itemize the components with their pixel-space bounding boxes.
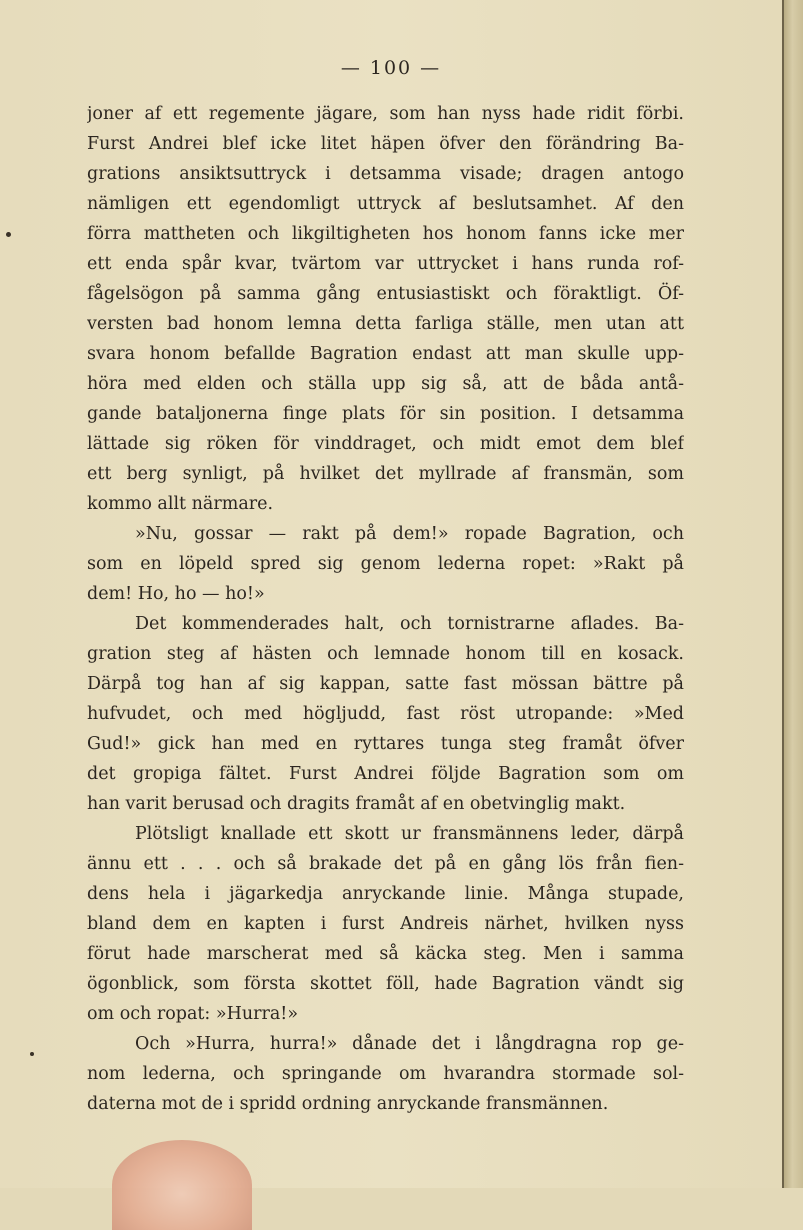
text-line: daterna mot de i spridd ordning anryckande fransmännen.: [87, 1094, 609, 1114]
text-line: gande bataljonerna finge plats för sin position. I detsamma: [87, 404, 684, 424]
text-line: Det kommenderades halt, och tornistrarne aflades. Ba-: [135, 614, 684, 634]
book-binding-edge: [782, 0, 803, 1188]
paragraph: [87, 1029, 684, 1119]
text-line: »Nu, gossar — rakt på dem!» ropade Bagration, och: [135, 524, 684, 544]
text-line: förra mattheten och likgiltigheten hos honom fanns icke mer: [87, 224, 684, 244]
text-line: lättade sig röken för vinddraget, och midt emot dem blef: [87, 434, 684, 454]
text-line: som en löpeld spred sig genom lederna ropet: »Rakt på: [87, 554, 684, 574]
text-line: nom lederna, och springande om hvarandra stormade sol-: [87, 1064, 684, 1084]
text-line: ett enda spår kvar, tvärtom var uttrycket i hans runda rof-: [87, 254, 684, 274]
text-line: han varit berusad och dragits framåt af en obetvinglig makt.: [87, 794, 626, 814]
text-line: kommo allt närmare.: [87, 494, 274, 514]
text-line: Gud!» gick han med en ryttares tunga steg framåt öfver: [87, 734, 684, 754]
text-line: dens hela i jägarkedja anryckande linie. Många stupade,: [87, 884, 684, 904]
text-line: ett berg synligt, på hvilket det myllrade af fransmän, som: [87, 464, 684, 484]
text-line: joner af ett regemente jägare, som han nyss hade ridit förbi.: [87, 104, 684, 124]
text-line: om och ropat: »Hurra!»: [87, 1004, 299, 1024]
text-line: grations ansiktsuttryck i detsamma visade; dragen antogo: [87, 164, 684, 184]
text-line: Plötsligt knallade ett skott ur fransmännens leder, därpå: [135, 824, 684, 844]
ink-spot: [6, 232, 11, 237]
body-text: [87, 99, 684, 1119]
text-line: det gropiga fältet. Furst Andrei följde Bagration som om: [87, 764, 684, 784]
text-line: fågelsögon på samma gång entusiastiskt och föraktligt. Öf-: [87, 284, 684, 304]
text-line: Och »Hurra, hurra!» dånade det i långdragna rop ge-: [135, 1034, 684, 1054]
text-line: ännu ett . . . och så brakade det på en gång lös från fien-: [87, 854, 684, 874]
paragraph: [87, 519, 684, 609]
text-line: förut hade marscherat med så käcka steg. Men i samma: [87, 944, 684, 964]
paragraph: [87, 819, 684, 1029]
text-line: bland dem en kapten i furst Andreis närhet, hvilken nyss: [87, 914, 684, 934]
red-seal-stamp: [112, 1140, 252, 1230]
text-line: svara honom befallde Bagration endast att man skulle upp-: [87, 344, 684, 364]
text-line: Furst Andrei blef icke litet häpen öfver den förändring Ba-: [87, 134, 684, 154]
text-line: nämligen ett egendomligt uttryck af beslutsamhet. Af den: [87, 194, 684, 214]
text-line: Därpå tog han af sig kappan, satte fast mössan bättre på: [87, 674, 684, 694]
page-number: — 100 —: [340, 57, 442, 79]
text-line: ögonblick, som första skottet föll, hade Bagration vändt sig: [87, 974, 684, 994]
ink-spot: [30, 1052, 34, 1056]
text-line: gration steg af hästen och lemnade honom till en kosack.: [87, 644, 684, 664]
paragraph: [87, 99, 684, 519]
paragraph: [87, 609, 684, 819]
text-line: höra med elden och ställa upp sig så, att de båda antå-: [87, 374, 684, 394]
text-line: versten bad honom lemna detta farliga ställe, men utan att: [87, 314, 684, 334]
text-line: dem! Ho, ho — ho!»: [87, 584, 265, 604]
text-line: hufvudet, och med högljudd, fast röst utropande: »Med: [87, 704, 684, 724]
